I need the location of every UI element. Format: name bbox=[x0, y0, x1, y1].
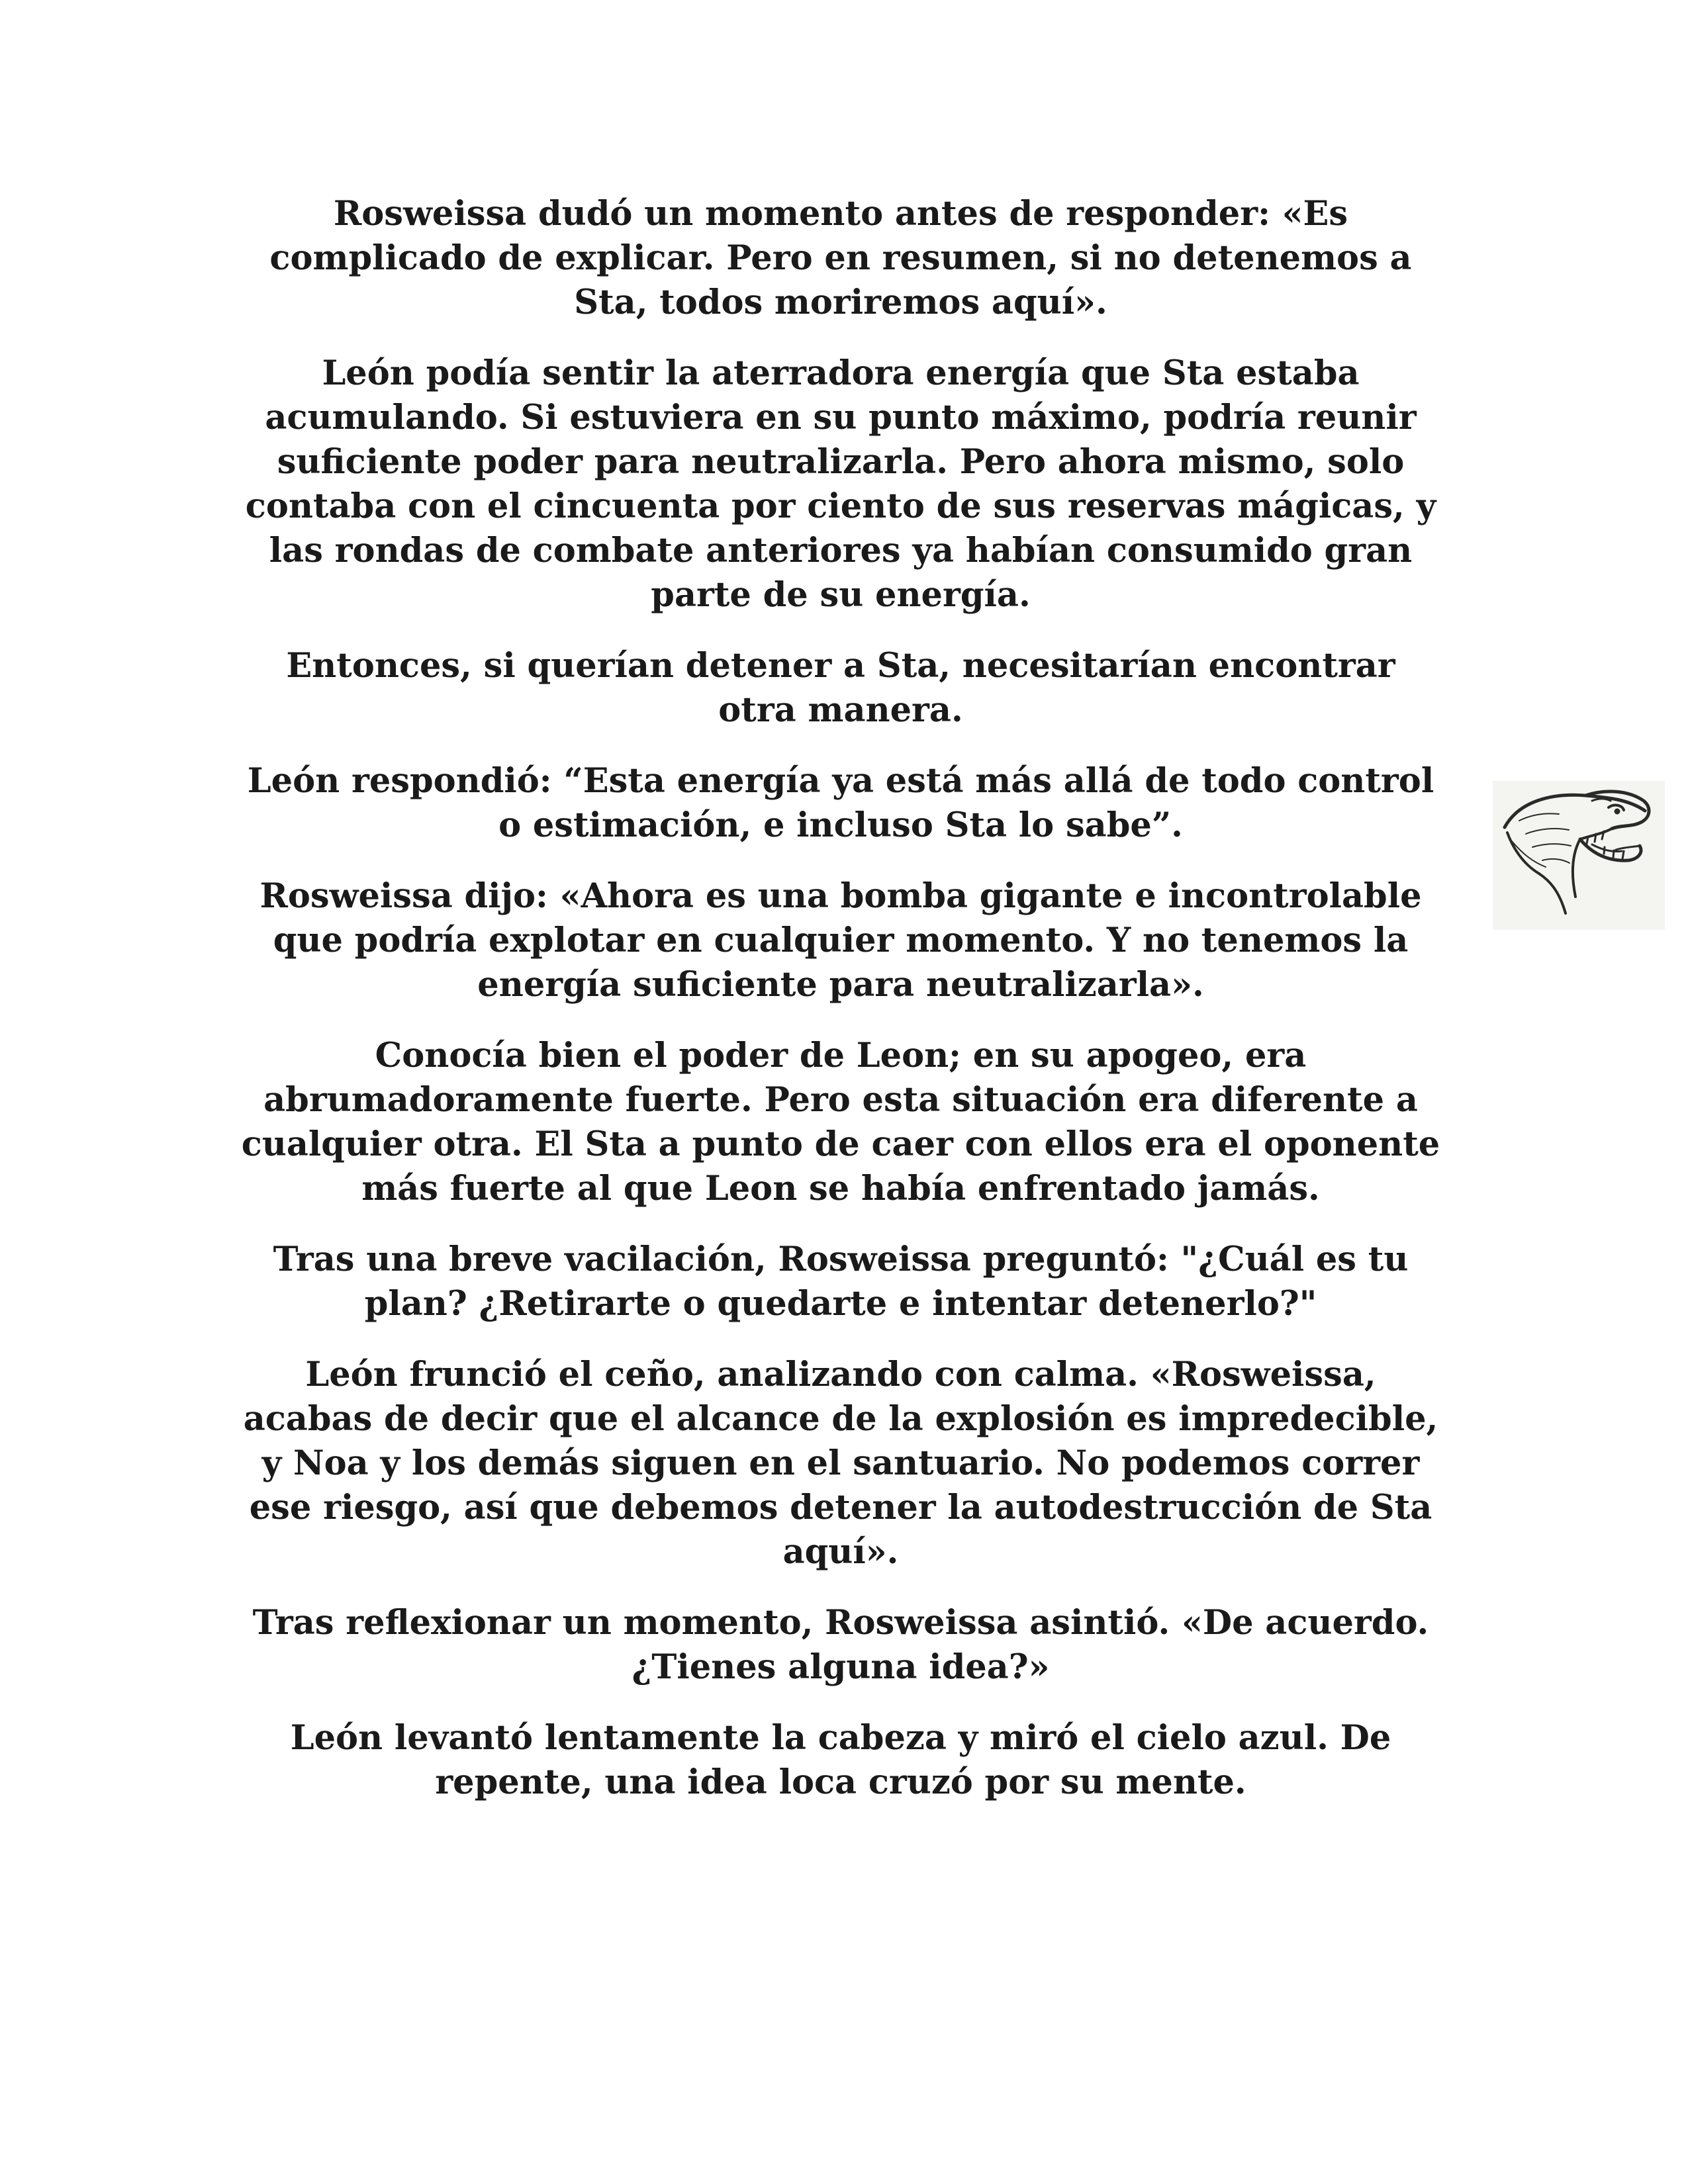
text-line: Conocía bien el poder de Leon; en su apogeo, era bbox=[375, 1036, 1307, 1075]
text-line: acumulando. Si estuviera en su punto máximo, podría reunir bbox=[265, 398, 1417, 437]
paragraph bbox=[218, 1716, 1463, 1805]
text-line: plan? ¿Retirarte o quedarte e intentar detenerlo?" bbox=[364, 1284, 1317, 1324]
paragraph bbox=[218, 874, 1463, 1007]
text-line: Sta, todos moriremos aquí». bbox=[574, 283, 1107, 322]
text-line: que podría explotar en cualquier momento. Y no tenemos la bbox=[273, 921, 1409, 960]
text-line: parte de su energía. bbox=[651, 575, 1031, 615]
text-line: León levantó lentamente la cabeza y miró el cielo azul. De bbox=[290, 1718, 1391, 1758]
text-line: repente, una idea loca cruzó por su mente. bbox=[435, 1762, 1246, 1802]
paragraph bbox=[218, 1601, 1463, 1690]
text-line: Entonces, si querían detener a Sta, necesitarían encontrar bbox=[286, 646, 1395, 686]
text-line: contaba con el cincuenta por ciento de sus reservas mágicas, y bbox=[245, 486, 1436, 526]
paragraph bbox=[218, 1353, 1463, 1574]
paragraph bbox=[218, 1238, 1463, 1326]
paragraph bbox=[218, 1034, 1463, 1211]
text-line: o estimación, e incluso Sta lo sabe”. bbox=[498, 805, 1183, 845]
text-line: abrumadoramente fuerte. Pero esta situación era diferente a bbox=[263, 1080, 1418, 1120]
text-line: Tras reflexionar un momento, Rosweissa asintió. «De acuerdo. bbox=[252, 1603, 1429, 1643]
text-line: ¿Tienes alguna idea?» bbox=[632, 1647, 1050, 1687]
text-line: ese riesgo, así que debemos detener la autodestrucción de Sta bbox=[249, 1488, 1432, 1527]
dinosaur-head-sketch-icon bbox=[1493, 781, 1665, 930]
text-line: León frunció el ceño, analizando con calma. «Rosweissa, bbox=[305, 1355, 1376, 1394]
text-line: energía suficiente para neutralizarla». bbox=[477, 965, 1204, 1005]
text-line: Rosweissa dudó un momento antes de responder: «Es bbox=[333, 194, 1348, 234]
text-line: las rondas de combate anteriores ya habían consumido gran bbox=[269, 531, 1413, 570]
paragraph bbox=[218, 351, 1463, 617]
text-line: aquí». bbox=[782, 1532, 899, 1572]
paragraph bbox=[218, 759, 1463, 848]
text-line: León respondió: “Esta energía ya está más allá de todo control bbox=[247, 761, 1434, 801]
text-line: más fuerte al que Leon se había enfrentado jamás. bbox=[361, 1169, 1320, 1208]
text-line: Rosweissa dijo: «Ahora es una bomba gigante e incontrolable bbox=[259, 876, 1422, 916]
paragraph bbox=[218, 192, 1463, 325]
text-line: otra manera. bbox=[718, 690, 963, 730]
text-line: complicado de explicar. Pero en resumen, si no detenemos a bbox=[269, 238, 1412, 278]
text-line: León podía sentir la aterradora energía que Sta estaba bbox=[322, 353, 1360, 393]
text-line: cualquier otra. El Sta a punto de caer con ellos era el oponente bbox=[241, 1124, 1440, 1164]
paragraph bbox=[218, 644, 1463, 733]
story-text bbox=[218, 192, 1463, 1831]
text-line: y Noa y los demás siguen en el santuario. No podemos correr bbox=[261, 1443, 1420, 1483]
text-line: suficiente poder para neutralizarla. Pero ahora mismo, solo bbox=[277, 442, 1405, 482]
text-line: Tras una breve vacilación, Rosweissa preguntó: "¿Cuál es tu bbox=[273, 1240, 1409, 1279]
text-line: acabas de decir que el alcance de la explosión es impredecible, bbox=[243, 1399, 1438, 1439]
